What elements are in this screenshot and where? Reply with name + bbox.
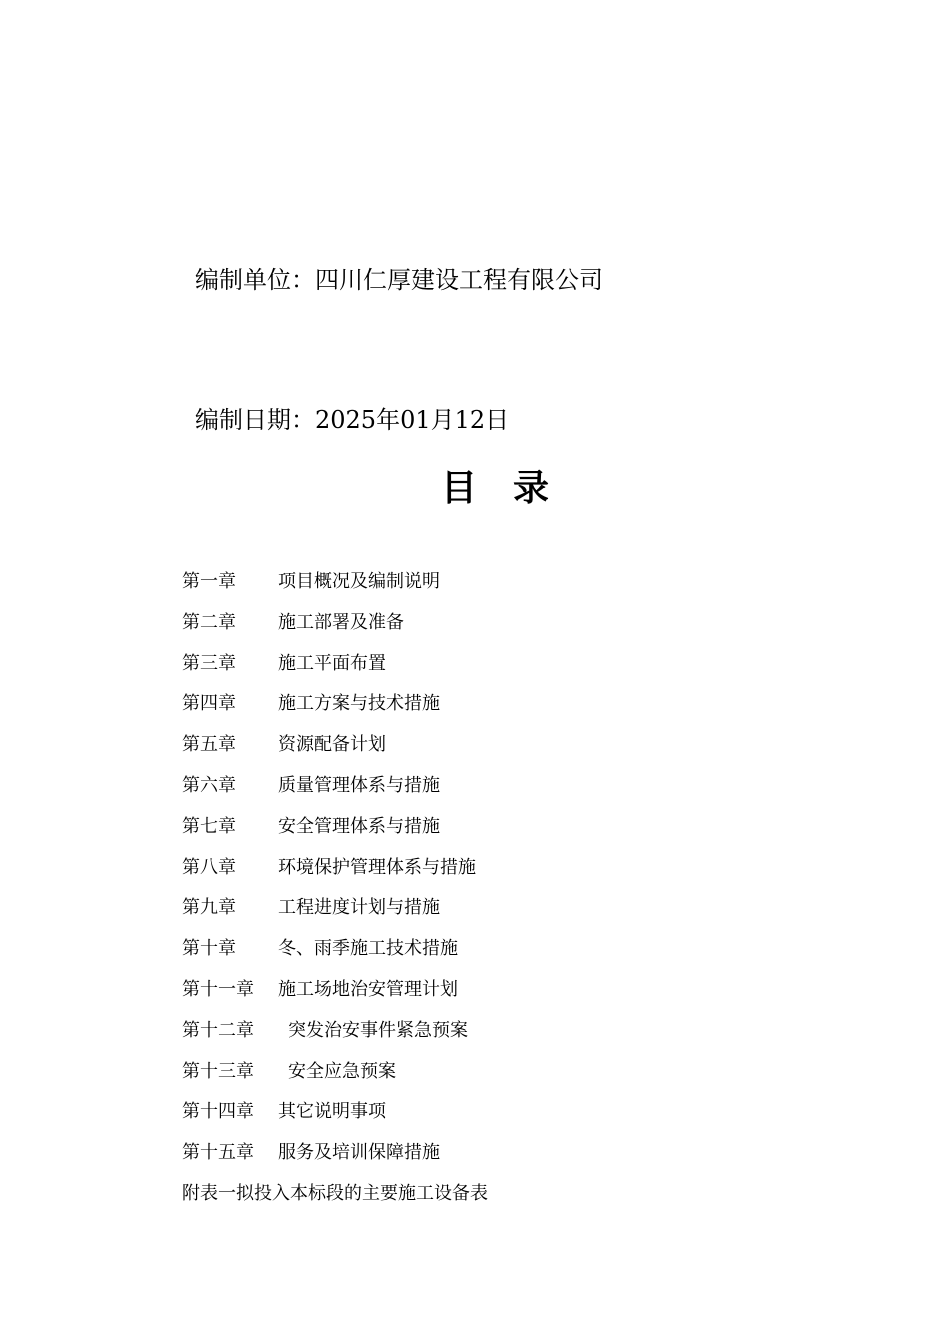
- toc-chapter-title: 安全管理体系与措施: [278, 815, 440, 837]
- compiling-date-value: 2025年01月12日: [315, 406, 510, 434]
- toc-chapter-number: 第十章: [182, 938, 236, 960]
- compiling-date-line: [195, 405, 509, 435]
- toc-chapter-title: 工程进度计划与措施: [278, 897, 440, 919]
- compiling-unit-line: [195, 265, 603, 295]
- toc-item: [182, 895, 488, 936]
- toc-chapter-number: 第十二章: [182, 1019, 254, 1041]
- toc-chapter-title: 资源配备计划: [278, 734, 386, 756]
- toc-item: [182, 977, 488, 1018]
- toc-chapter-number: 第十五章: [182, 1142, 254, 1164]
- toc-item: [182, 1059, 488, 1100]
- toc-chapter-title: 服务及培训保障措施: [278, 1142, 440, 1164]
- toc-chapter-number: 第五章: [182, 734, 236, 756]
- toc-chapter-title: 突发治安事件紧急预案: [288, 1019, 468, 1041]
- toc-chapter-number: 第十四章: [182, 1101, 254, 1123]
- compiling-unit-label: 编制单位：: [195, 266, 315, 294]
- toc-chapter-title: 安全应急预案: [288, 1060, 396, 1082]
- toc-chapter-title: 冬、雨季施工技术措施: [278, 938, 458, 960]
- toc-chapter-number: 第十三章: [182, 1060, 254, 1082]
- toc-chapter-number: 第十一章: [182, 978, 254, 1000]
- toc-item: [182, 1018, 488, 1059]
- toc-chapter-number: 第九章: [182, 897, 236, 919]
- toc-chapter-title: 环境保护管理体系与措施: [278, 856, 476, 878]
- toc-chapter-title: 施工场地治安管理计划: [278, 978, 458, 1000]
- toc-item: [182, 651, 488, 692]
- toc-list: [182, 569, 488, 1222]
- toc-chapter-title: 质量管理体系与措施: [278, 774, 440, 796]
- toc-item: [182, 773, 488, 814]
- toc-chapter-title: 施工方案与技术措施: [278, 693, 440, 715]
- toc-chapter-number: 第八章: [182, 856, 236, 878]
- toc-item: [182, 814, 488, 855]
- toc-title: 目录: [440, 467, 585, 509]
- toc-item: [182, 732, 488, 773]
- toc-chapter-number: 第一章: [182, 571, 236, 592]
- toc-item: [182, 1099, 488, 1140]
- toc-item: [182, 569, 488, 610]
- toc-item: [182, 610, 488, 651]
- toc-appendix-title: 附表一拟投入本标段的主要施工设备表: [182, 1182, 488, 1204]
- toc-chapter-number: 第二章: [182, 611, 236, 633]
- toc-chapter-number: 第六章: [182, 774, 236, 796]
- toc-item: [182, 936, 488, 977]
- toc-item: [182, 691, 488, 732]
- toc-chapter-number: 第四章: [182, 693, 236, 715]
- compiling-unit-value: 四川仁厚建设工程有限公司: [315, 266, 603, 294]
- toc-chapter-title: 其它说明事项: [278, 1101, 386, 1123]
- toc-chapter-title: 施工平面布置: [278, 652, 386, 674]
- toc-chapter-number: 第七章: [182, 815, 236, 837]
- toc-chapter-title: 施工部署及准备: [278, 611, 404, 633]
- toc-item: [182, 1140, 488, 1181]
- toc-item: [182, 855, 488, 896]
- toc-chapter-title: 项目概况及编制说明: [278, 571, 440, 592]
- compiling-date-label: 编制日期：: [195, 406, 315, 434]
- toc-chapter-number: 第三章: [182, 652, 236, 674]
- toc-appendix: [182, 1181, 488, 1222]
